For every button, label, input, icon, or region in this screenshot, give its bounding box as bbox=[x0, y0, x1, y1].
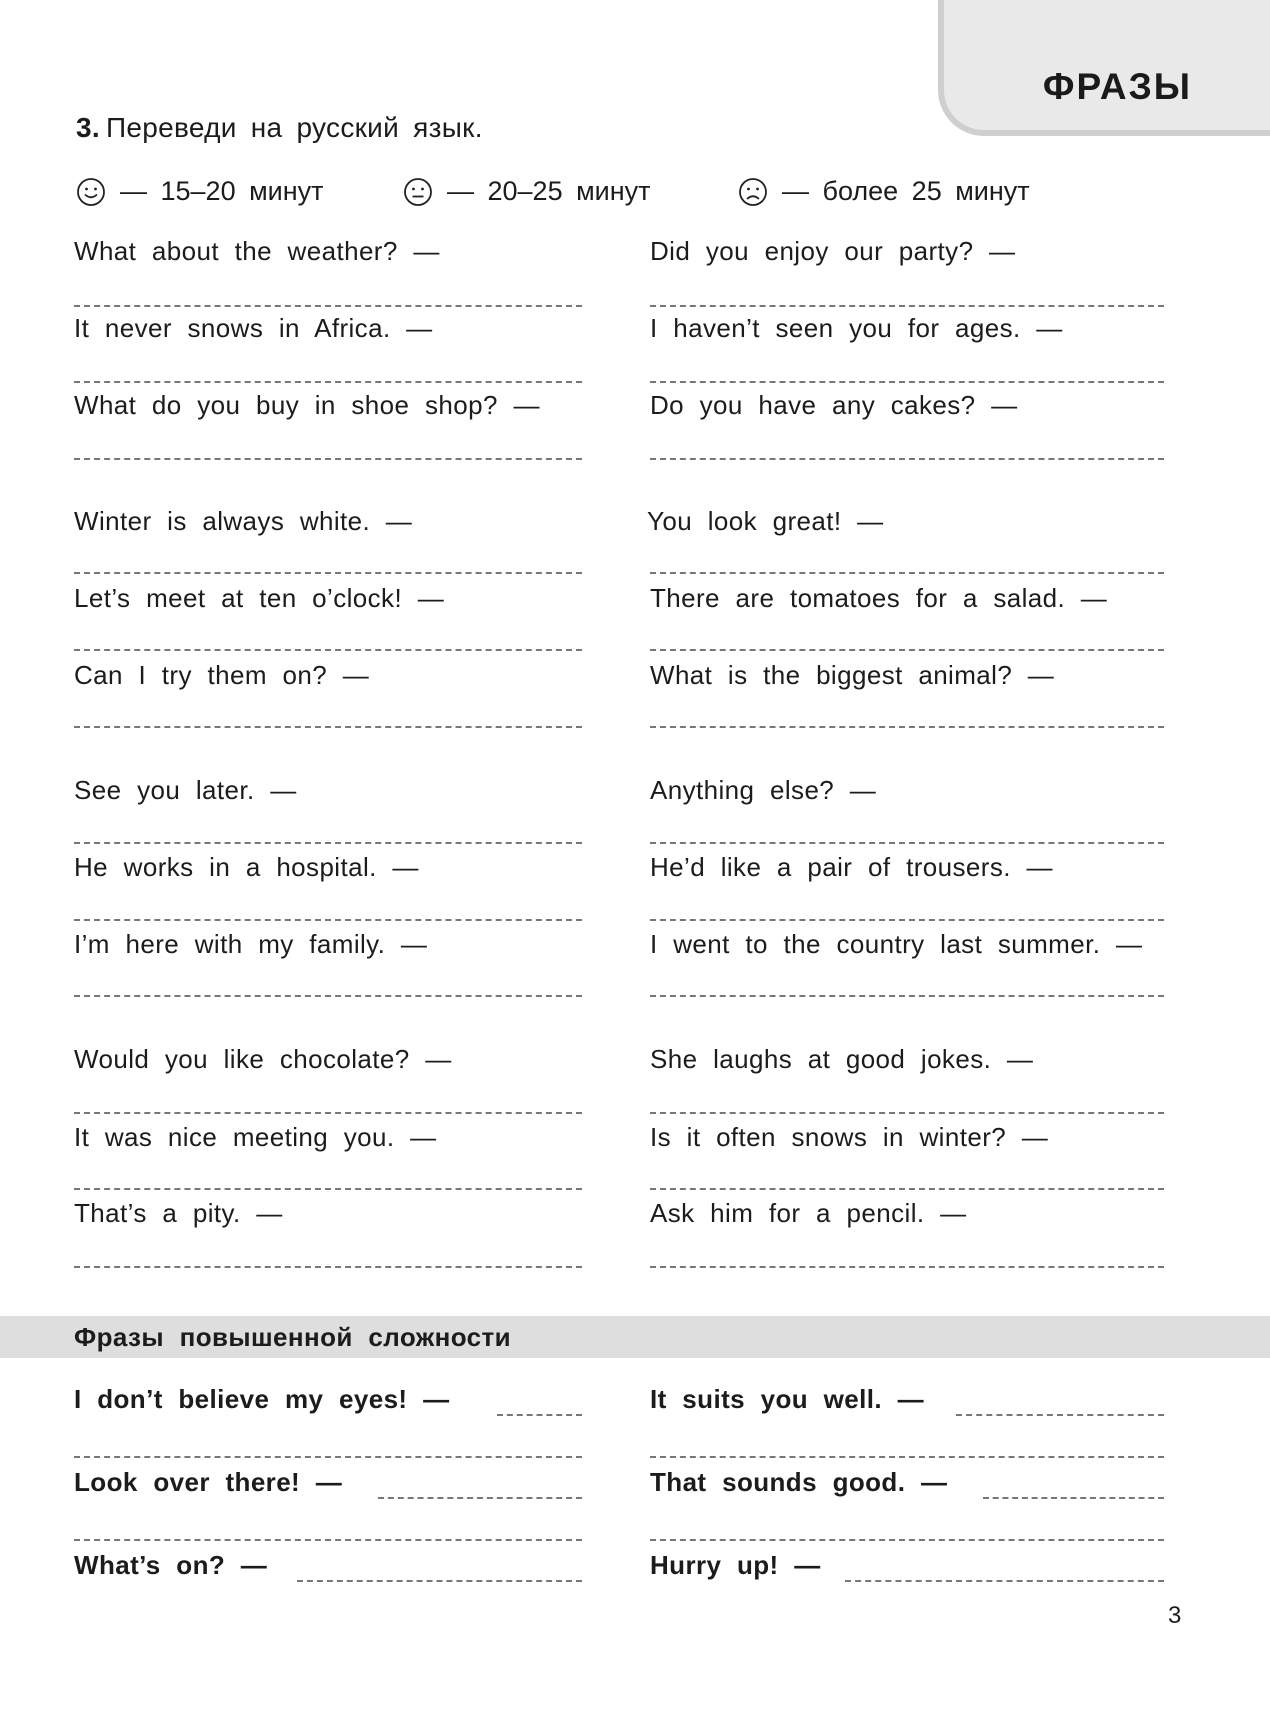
answer-line[interactable] bbox=[956, 1414, 1164, 1416]
answer-line[interactable] bbox=[650, 842, 1164, 844]
phrase-right-9: I went to the country last summer. — bbox=[650, 929, 1143, 959]
phrase-left-2: It never snows in Africa. — bbox=[74, 313, 433, 343]
answer-line[interactable] bbox=[650, 995, 1164, 997]
advanced-phrase-left-3: What’s on? — bbox=[74, 1550, 268, 1580]
phrase-right-5: There are tomatoes for a salad. — bbox=[650, 583, 1108, 613]
answer-line[interactable] bbox=[650, 572, 1164, 574]
answer-line[interactable] bbox=[74, 572, 582, 574]
task-number: 3. bbox=[76, 112, 100, 143]
answer-line[interactable] bbox=[650, 1539, 1164, 1541]
timing-slow bbox=[738, 176, 1030, 207]
answer-line[interactable] bbox=[650, 1188, 1164, 1190]
advanced-phrase-right-3: Hurry up! — bbox=[650, 1550, 821, 1580]
answer-line[interactable] bbox=[74, 649, 582, 651]
phrase-right-10: She laughs at good jokes. — bbox=[650, 1044, 1034, 1074]
answer-line[interactable] bbox=[74, 995, 582, 997]
answer-line[interactable] bbox=[378, 1497, 582, 1499]
phrase-left-3: What do you buy in shoe shop? — bbox=[74, 390, 540, 420]
answer-line[interactable] bbox=[74, 1266, 582, 1268]
neutral-face-icon bbox=[403, 177, 433, 207]
phrase-left-7: See you later. — bbox=[74, 775, 297, 805]
phrase-left-9: I’m here with my family. — bbox=[74, 929, 428, 959]
answer-line[interactable] bbox=[497, 1414, 582, 1416]
answer-line[interactable] bbox=[845, 1580, 1164, 1582]
advanced-phrase-right-2: That sounds good. — bbox=[650, 1467, 948, 1497]
advanced-phrase-left-2: Look over there! — bbox=[74, 1467, 343, 1497]
phrase-right-4: You look great! — bbox=[647, 506, 884, 536]
phrase-right-6: What is the biggest animal? — bbox=[650, 660, 1055, 690]
answer-line[interactable] bbox=[74, 1112, 582, 1114]
advanced-section-title: Фразы повышенной сложности bbox=[74, 1322, 512, 1352]
timing-slow-label: — более 25 минут bbox=[782, 176, 1030, 206]
sad-face-icon bbox=[738, 177, 768, 207]
answer-line[interactable] bbox=[74, 458, 582, 460]
answer-line[interactable] bbox=[74, 842, 582, 844]
phrase-right-3: Do you have any cakes? — bbox=[650, 390, 1018, 420]
answer-line[interactable] bbox=[650, 305, 1164, 307]
answer-line[interactable] bbox=[74, 919, 582, 921]
section-title: ФРАЗЫ bbox=[1042, 66, 1192, 107]
answer-line[interactable] bbox=[74, 305, 582, 307]
phrase-left-1: What about the weather? — bbox=[74, 236, 440, 266]
timing-medium bbox=[403, 176, 651, 207]
answer-line[interactable] bbox=[650, 458, 1164, 460]
answer-line[interactable] bbox=[297, 1580, 582, 1582]
page-number: 3 bbox=[1168, 1602, 1182, 1629]
answer-line[interactable] bbox=[650, 1456, 1164, 1458]
answer-line[interactable] bbox=[650, 726, 1164, 728]
advanced-phrase-right-1: It suits you well. — bbox=[650, 1384, 925, 1414]
phrase-right-12: Ask him for a pencil. — bbox=[650, 1198, 967, 1228]
answer-line[interactable] bbox=[74, 1188, 582, 1190]
advanced-phrase-left-1: I don’t believe my eyes! — bbox=[74, 1384, 450, 1414]
answer-line[interactable] bbox=[74, 381, 582, 383]
phrase-left-5: Let’s meet at ten o’clock! — bbox=[74, 583, 445, 613]
phrase-right-2: I haven’t seen you for ages. — bbox=[650, 313, 1063, 343]
task-text: Переведи на русский язык. bbox=[105, 112, 483, 143]
phrase-right-1: Did you enjoy our party? — bbox=[650, 236, 1016, 266]
phrase-right-11: Is it often snows in winter? — bbox=[650, 1122, 1049, 1152]
phrase-right-8: He’d like a pair of trousers. — bbox=[650, 852, 1053, 882]
phrase-left-4: Winter is always white. — bbox=[74, 506, 413, 536]
answer-line[interactable] bbox=[650, 1112, 1164, 1114]
phrase-left-11: It was nice meeting you. — bbox=[74, 1122, 437, 1152]
answer-line[interactable] bbox=[650, 1266, 1164, 1268]
smile-face-icon bbox=[76, 177, 106, 207]
phrase-left-10: Would you like chocolate? — bbox=[74, 1044, 452, 1074]
answer-line[interactable] bbox=[983, 1497, 1164, 1499]
timing-fast bbox=[76, 176, 324, 207]
answer-line[interactable] bbox=[650, 649, 1164, 651]
phrase-left-6: Can I try them on? — bbox=[74, 660, 370, 690]
answer-line[interactable] bbox=[74, 1456, 582, 1458]
answer-line[interactable] bbox=[650, 919, 1164, 921]
answer-line[interactable] bbox=[74, 1539, 582, 1541]
phrase-left-8: He works in a hospital. — bbox=[74, 852, 419, 882]
timing-fast-label: — 15–20 минут bbox=[120, 176, 324, 206]
answer-line[interactable] bbox=[650, 381, 1164, 383]
timing-medium-label: — 20–25 минут bbox=[447, 176, 651, 206]
task-instruction bbox=[76, 112, 483, 144]
answer-line[interactable] bbox=[74, 726, 582, 728]
timing-legend bbox=[0, 176, 1270, 216]
phrase-right-7: Anything else? — bbox=[650, 775, 877, 805]
phrase-left-12: That’s a pity. — bbox=[74, 1198, 283, 1228]
